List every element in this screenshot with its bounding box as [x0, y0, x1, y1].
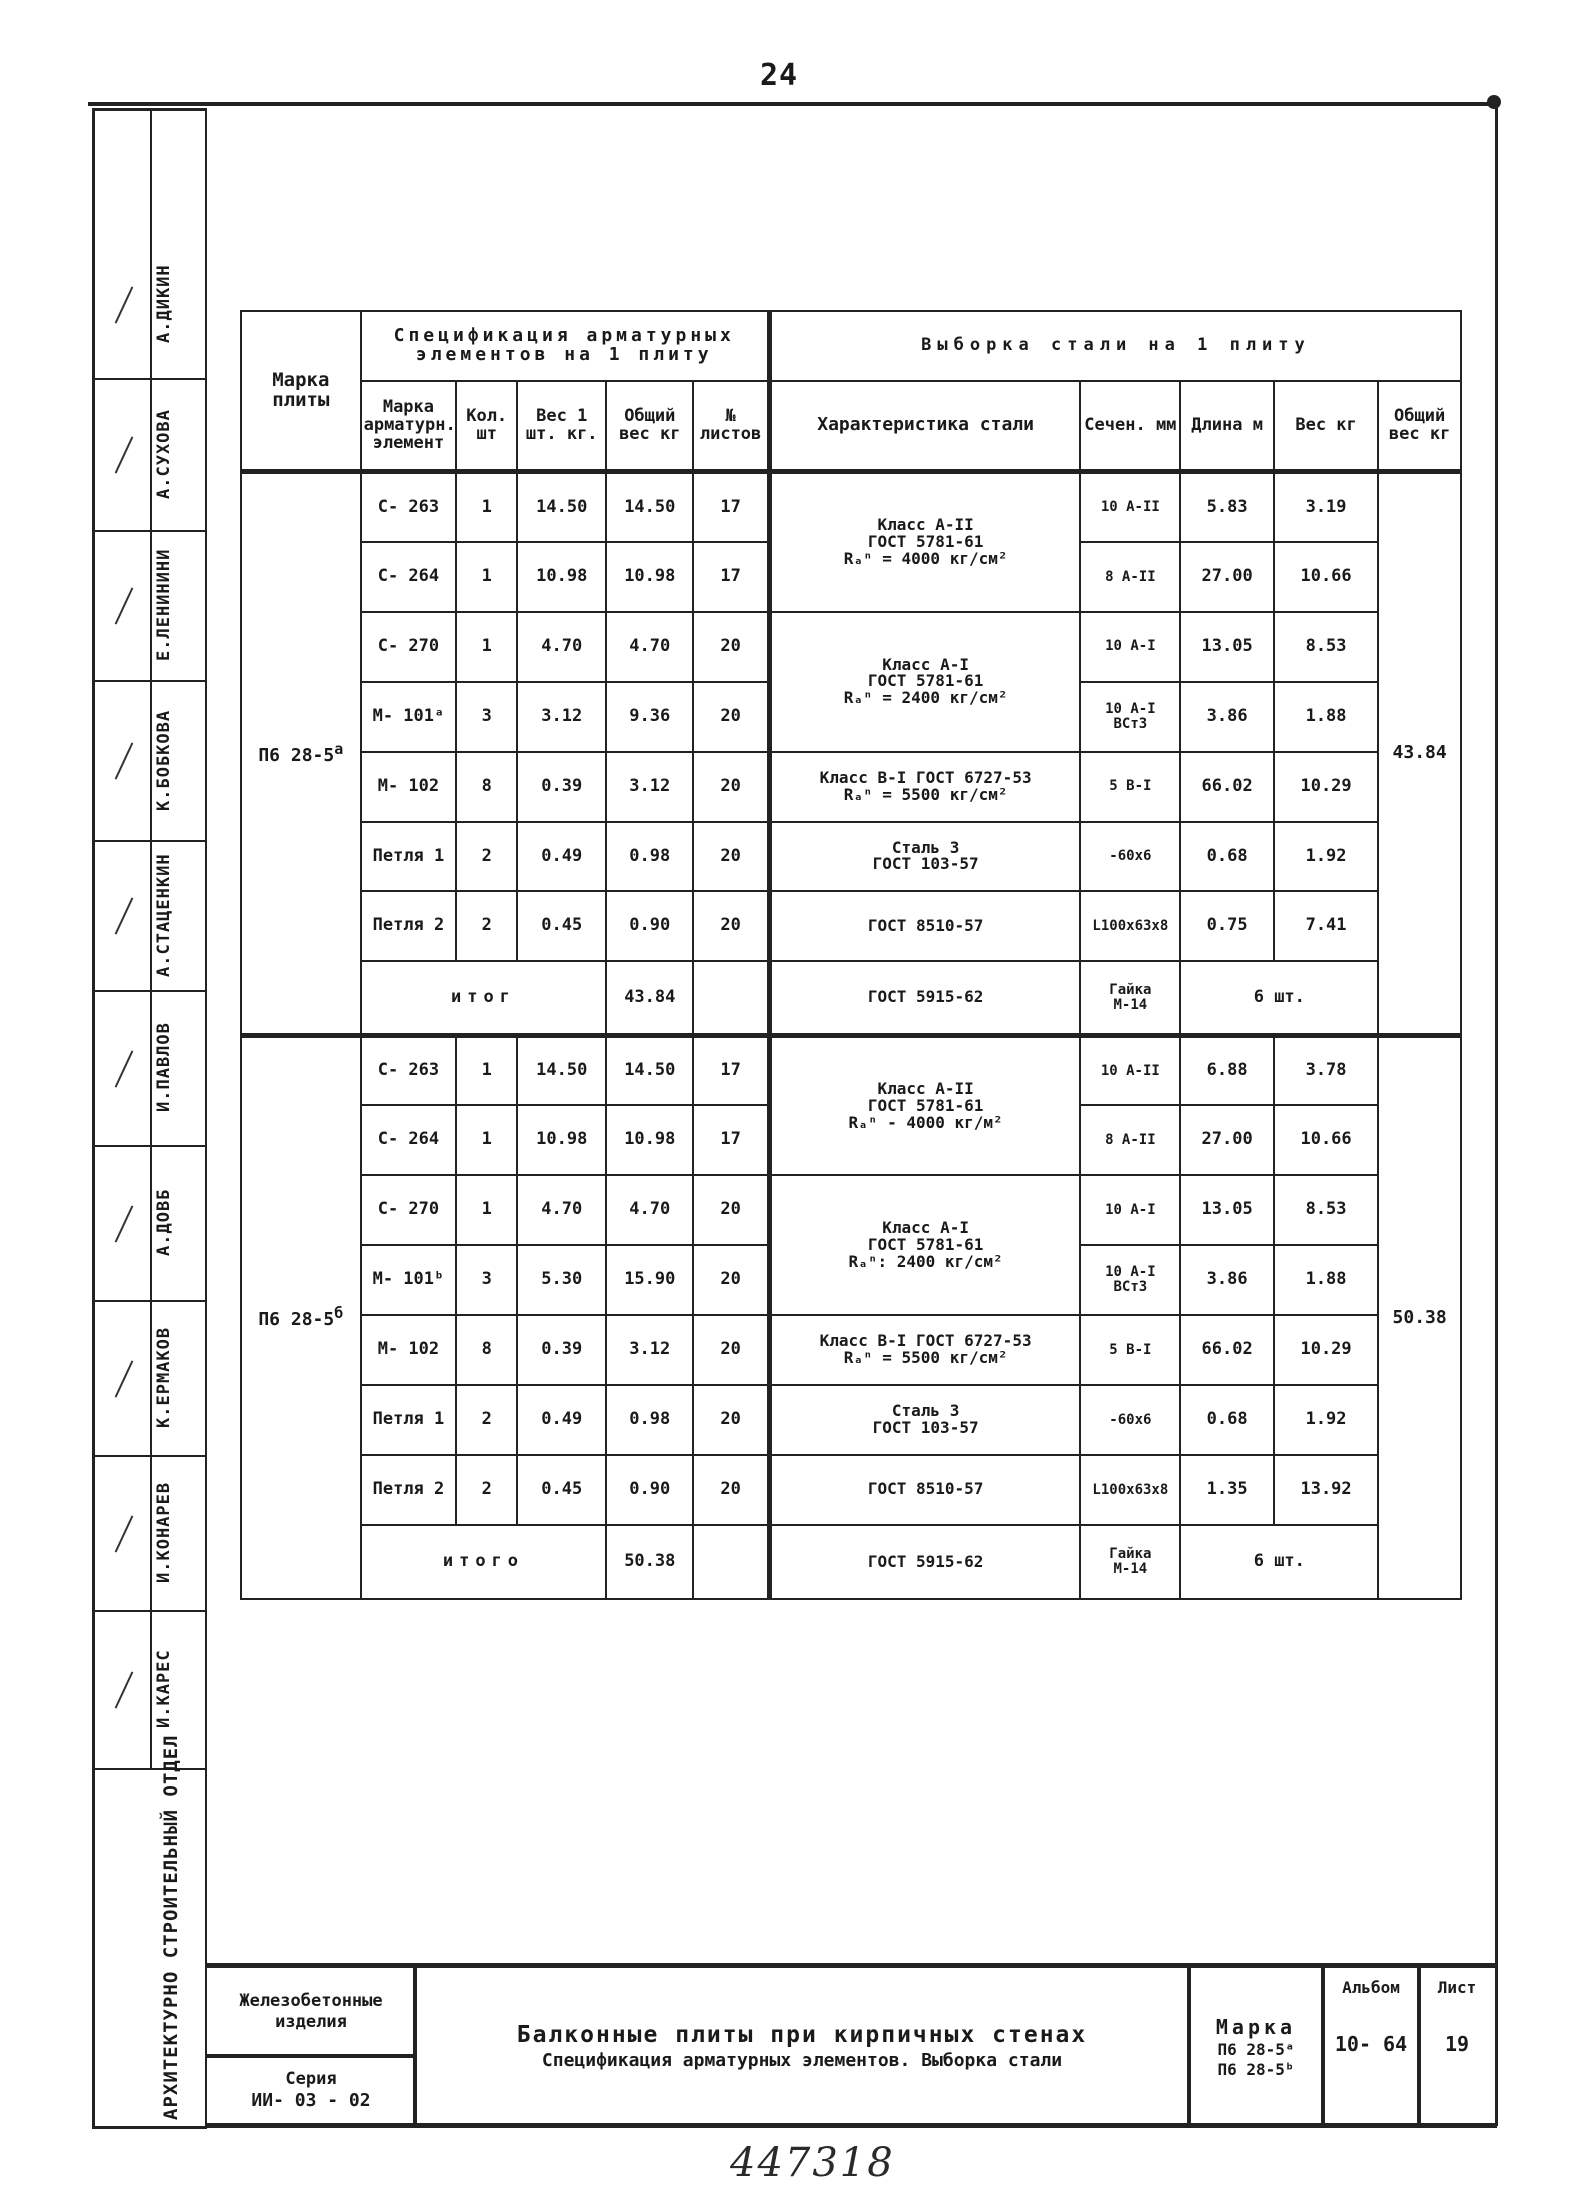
steel-weight: 3.19 [1274, 472, 1378, 542]
side-name-6: И.ПАВЛОВ [154, 1022, 174, 1113]
element-qty: 1 [456, 472, 517, 542]
steel-weight: 1.92 [1274, 1385, 1378, 1455]
element-mark: Петля 2 [361, 891, 457, 961]
element-sheet: 20 [693, 1245, 769, 1315]
element-unit-weight: 0.45 [517, 1455, 606, 1525]
steel-length: 0.75 [1180, 891, 1274, 961]
element-sheet: 20 [693, 1385, 769, 1455]
element-unit-weight: 0.39 [517, 752, 606, 822]
element-mark: С- 263 [361, 1035, 457, 1105]
inventory-stamp-number: 447318 [730, 2140, 895, 2186]
side-name-8: К.ЕРМАКОВ [154, 1326, 174, 1429]
steel-characteristic: Класс А-I ГОСТ 5781-61 Rₐⁿ: 2400 кг/см² [769, 1175, 1080, 1315]
element-total-weight: 0.90 [606, 891, 693, 961]
tb-edition [205, 1966, 417, 2058]
element-mark: Петля 1 [361, 822, 457, 892]
element-total-weight: 4.70 [606, 612, 693, 682]
steel-characteristic: Сталь 3 ГОСТ 103-57 [769, 822, 1080, 892]
title-block [205, 1963, 1495, 2126]
header-plate-mark: Марка плиты [241, 311, 361, 472]
itog-empty [693, 1525, 769, 1599]
element-total-weight: 3.12 [606, 752, 693, 822]
steel-section: 5 В-I [1080, 752, 1180, 822]
tb-album-label: Альбом [1342, 1978, 1400, 1997]
element-total-weight: 3.12 [606, 1315, 693, 1385]
steel-length: 0.68 [1180, 822, 1274, 892]
header-sheet-numbers: № листов [693, 381, 769, 472]
steel-weight: 1.88 [1274, 1245, 1378, 1315]
steel-length: 13.05 [1180, 1175, 1274, 1245]
header-unit-weight: Вес 1 шт. кг. [517, 381, 606, 472]
element-sheet: 17 [693, 542, 769, 612]
steel-weight: 10.66 [1274, 542, 1378, 612]
element-total-weight: 10.98 [606, 542, 693, 612]
side-name-5: А.СТАЦЕНКИН [154, 853, 174, 977]
element-unit-weight: 0.49 [517, 1385, 606, 1455]
itog-label: итог [361, 961, 607, 1035]
element-qty: 2 [456, 1385, 517, 1455]
element-sheet: 20 [693, 612, 769, 682]
steel-section: 8 А-II [1080, 1105, 1180, 1175]
element-mark: С- 270 [361, 612, 457, 682]
side-name-10: И.КАРЕС [154, 1649, 174, 1729]
element-qty: 3 [456, 1245, 517, 1315]
steel-length: 6.88 [1180, 1035, 1274, 1105]
tb-sheet-value: 19 [1444, 2032, 1470, 2056]
steel-section: 5 В-I [1080, 1315, 1180, 1385]
steel-weight: 10.29 [1274, 1315, 1378, 1385]
steel-characteristic: ГОСТ 5915-62 [769, 961, 1080, 1035]
element-mark: Петля 1 [361, 1385, 457, 1455]
element-qty: 2 [456, 1455, 517, 1525]
steel-length: 66.02 [1180, 752, 1274, 822]
frame-top-line [88, 102, 1498, 106]
element-unit-weight: 0.39 [517, 1315, 606, 1385]
element-qty: 1 [456, 1105, 517, 1175]
steel-length: 3.86 [1180, 682, 1274, 752]
steel-length: 3.86 [1180, 1245, 1274, 1315]
element-sheet: 17 [693, 1035, 769, 1105]
specification-table [240, 310, 1462, 1600]
steel-characteristic: Сталь 3 ГОСТ 103-57 [769, 1385, 1080, 1455]
element-unit-weight: 4.70 [517, 1175, 606, 1245]
element-mark: С- 263 [361, 472, 457, 542]
tb-series-value: ИИ- 03 - 02 [251, 2090, 371, 2112]
element-mark: М- 102 [361, 752, 457, 822]
element-total-weight: 4.70 [606, 1175, 693, 1245]
frame-corner-dot [1487, 95, 1501, 109]
tb-mark-1: П6 28-5ᵃ [1217, 2039, 1295, 2059]
side-stamp-divider [150, 108, 152, 1768]
element-qty: 8 [456, 1315, 517, 1385]
side-name-9: И.КОНАРЕВ [154, 1481, 174, 1584]
tb-title [413, 1966, 1191, 2128]
element-qty: 1 [456, 1175, 517, 1245]
element-total-weight: 9.36 [606, 682, 693, 752]
steel-section: Гайка М-14 [1080, 1525, 1180, 1599]
element-sheet: 17 [693, 1105, 769, 1175]
steel-weight: 8.53 [1274, 612, 1378, 682]
steel-weight: 8.53 [1274, 1175, 1378, 1245]
element-unit-weight: 4.70 [517, 612, 606, 682]
steel-characteristic: Класс А-I ГОСТ 5781-61 Rₐⁿ = 2400 кг/см² [769, 612, 1080, 752]
itog-value: 50.38 [606, 1525, 693, 1599]
element-qty: 1 [456, 1035, 517, 1105]
tb-album [1321, 1966, 1421, 2128]
side-name-4: К.БОБКОВА [154, 709, 174, 811]
element-mark: М- 101ᵃ [361, 682, 457, 752]
steel-length: 5.83 [1180, 472, 1274, 542]
element-total-weight: 14.50 [606, 1035, 693, 1105]
steel-section: L100х63х8 [1080, 1455, 1180, 1525]
steel-section: 10 А-I ВСт3 [1080, 682, 1180, 752]
tb-sheet [1417, 1966, 1497, 2128]
plate-mark-suffix: а [334, 739, 344, 758]
side-name-2: А.СУХОВА [154, 409, 174, 499]
header-spec-title: Спецификация арматурных элементов на 1 плиту [361, 311, 770, 381]
steel-length: 1.35 [1180, 1455, 1274, 1525]
header-length: Длина м [1180, 381, 1274, 472]
itog-value: 43.84 [606, 961, 693, 1035]
element-qty: 1 [456, 612, 517, 682]
steel-weight: 7.41 [1274, 891, 1378, 961]
steel-section: 10 А-II [1080, 1035, 1180, 1105]
tb-album-value: 10- 64 [1334, 2032, 1408, 2056]
element-qty: 1 [456, 542, 517, 612]
tb-sheet-label: Лист [1437, 1978, 1477, 1997]
header-total-weight: Общий вес кг [606, 381, 693, 472]
element-mark: С- 270 [361, 1175, 457, 1245]
header-weight: Вес кг [1274, 381, 1378, 472]
side-name-3: Е.ЛЕНИНИНИ [154, 548, 174, 662]
plate-mark-text: П6 28-5 [258, 744, 335, 766]
plate-mark-text: П6 28-5 [258, 1309, 335, 1331]
tb-mark-label: Марка [1215, 2014, 1297, 2039]
element-unit-weight: 10.98 [517, 1105, 606, 1175]
element-total-weight: 0.90 [606, 1455, 693, 1525]
header-qty: Кол. шт [456, 381, 517, 472]
steel-characteristic: ГОСТ 8510-57 [769, 1455, 1080, 1525]
element-unit-weight: 0.49 [517, 822, 606, 892]
steel-weight: 10.66 [1274, 1105, 1378, 1175]
tb-series [205, 2054, 417, 2128]
element-mark: С- 264 [361, 1105, 457, 1175]
side-row-divider [92, 680, 205, 682]
element-unit-weight: 14.50 [517, 1035, 606, 1105]
element-total-weight: 0.98 [606, 822, 693, 892]
element-total-weight: 10.98 [606, 1105, 693, 1175]
steel-count: 6 шт. [1180, 1525, 1378, 1599]
side-org-label: АРХИТЕКТУРНО СТРОИТЕЛЬНЫЙ ОТДЕЛ [160, 1734, 182, 2120]
steel-characteristic: Класс В-I ГОСТ 6727-53 Rₐⁿ = 5500 кг/см² [769, 752, 1080, 822]
steel-characteristic: Класс А-II ГОСТ 5781-61 Rₐⁿ = 4000 кг/см² [769, 472, 1080, 612]
steel-length: 27.00 [1180, 542, 1274, 612]
side-row-divider [92, 1610, 205, 1612]
header-steel-characteristic: Характеристика стали [769, 381, 1080, 472]
steel-length: 0.68 [1180, 1385, 1274, 1455]
side-row-divider [92, 1768, 205, 1770]
steel-section: 10 А-I ВСт3 [1080, 1245, 1180, 1315]
element-sheet: 20 [693, 1315, 769, 1385]
steel-length: 13.05 [1180, 612, 1274, 682]
element-sheet: 20 [693, 752, 769, 822]
header-overall-weight: Общий вес кг [1378, 381, 1461, 472]
element-total-weight: 15.90 [606, 1245, 693, 1315]
steel-length: 27.00 [1180, 1105, 1274, 1175]
plate-mark [241, 1035, 361, 1599]
tb-series-label: Серия [285, 2069, 337, 2090]
tb-title-line1: Балконные плиты при кирпичных стенах [516, 2022, 1088, 2049]
element-sheet: 20 [693, 822, 769, 892]
steel-section: L100х63х8 [1080, 891, 1180, 961]
element-mark: М- 102 [361, 1315, 457, 1385]
steel-count: 6 шт. [1180, 961, 1378, 1035]
steel-weight: 13.92 [1274, 1455, 1378, 1525]
element-sheet: 20 [693, 891, 769, 961]
itog-label: итого [361, 1525, 607, 1599]
element-qty: 2 [456, 891, 517, 961]
tb-mark [1187, 1966, 1325, 2128]
steel-section: -60х6 [1080, 1385, 1180, 1455]
side-name-1: А.ДИКИН [154, 264, 174, 344]
steel-characteristic: ГОСТ 5915-62 [769, 1525, 1080, 1599]
tb-title-line2: Спецификация арматурных элементов. Выборка стали [541, 2050, 1063, 2072]
steel-section: Гайка М-14 [1080, 961, 1180, 1035]
steel-characteristic: Класс В-I ГОСТ 6727-53 Rₐⁿ = 5500 кг/см² [769, 1315, 1080, 1385]
side-row-divider [92, 378, 205, 380]
page-number: 24 [760, 58, 799, 93]
element-sheet: 17 [693, 472, 769, 542]
element-unit-weight: 0.45 [517, 891, 606, 961]
itog-empty [693, 961, 769, 1035]
plate-mark [241, 472, 361, 1035]
element-unit-weight: 5.30 [517, 1245, 606, 1315]
side-row-divider [92, 1300, 205, 1302]
steel-characteristic: ГОСТ 8510-57 [769, 891, 1080, 961]
side-row-divider [92, 990, 205, 992]
element-sheet: 20 [693, 1455, 769, 1525]
element-total-weight: 0.98 [606, 1385, 693, 1455]
element-unit-weight: 3.12 [517, 682, 606, 752]
side-name-7: А.ДОВБ [154, 1188, 174, 1257]
element-unit-weight: 14.50 [517, 472, 606, 542]
steel-characteristic: Класс А-II ГОСТ 5781-61 Rₐⁿ - 4000 кг/м² [769, 1035, 1080, 1175]
tb-mark-2: П6 28-5ᵇ [1217, 2059, 1295, 2079]
header-section: Сечен. мм [1080, 381, 1180, 472]
steel-weight: 3.78 [1274, 1035, 1378, 1105]
header-steel-title: Выборка стали на 1 плиту [769, 311, 1461, 381]
element-qty: 2 [456, 822, 517, 892]
steel-weight: 1.92 [1274, 822, 1378, 892]
steel-section: 10 А-I [1080, 1175, 1180, 1245]
steel-weight: 1.88 [1274, 682, 1378, 752]
side-row-divider [92, 840, 205, 842]
element-unit-weight: 10.98 [517, 542, 606, 612]
steel-length: 66.02 [1180, 1315, 1274, 1385]
element-qty: 3 [456, 682, 517, 752]
element-total-weight: 14.50 [606, 472, 693, 542]
steel-overall-weight: 50.38 [1378, 1035, 1461, 1599]
steel-section: 10 А-I [1080, 612, 1180, 682]
side-row-divider [92, 1455, 205, 1457]
plate-mark-suffix: б [334, 1304, 344, 1323]
steel-section: 8 А-II [1080, 542, 1180, 612]
element-sheet: 20 [693, 1175, 769, 1245]
steel-weight: 10.29 [1274, 752, 1378, 822]
tb-edition-text: Железобетонные изделия [239, 1990, 383, 2032]
element-mark: Петля 2 [361, 1455, 457, 1525]
element-qty: 8 [456, 752, 517, 822]
side-row-divider [92, 1145, 205, 1147]
header-element-mark: Марка арматурн. элемент [361, 381, 457, 472]
element-sheet: 20 [693, 682, 769, 752]
steel-section: 10 А-II [1080, 472, 1180, 542]
steel-overall-weight: 43.84 [1378, 472, 1461, 1035]
steel-section: -60х6 [1080, 822, 1180, 892]
element-mark: С- 264 [361, 542, 457, 612]
element-mark: М- 101ᵇ [361, 1245, 457, 1315]
side-row-divider [92, 530, 205, 532]
